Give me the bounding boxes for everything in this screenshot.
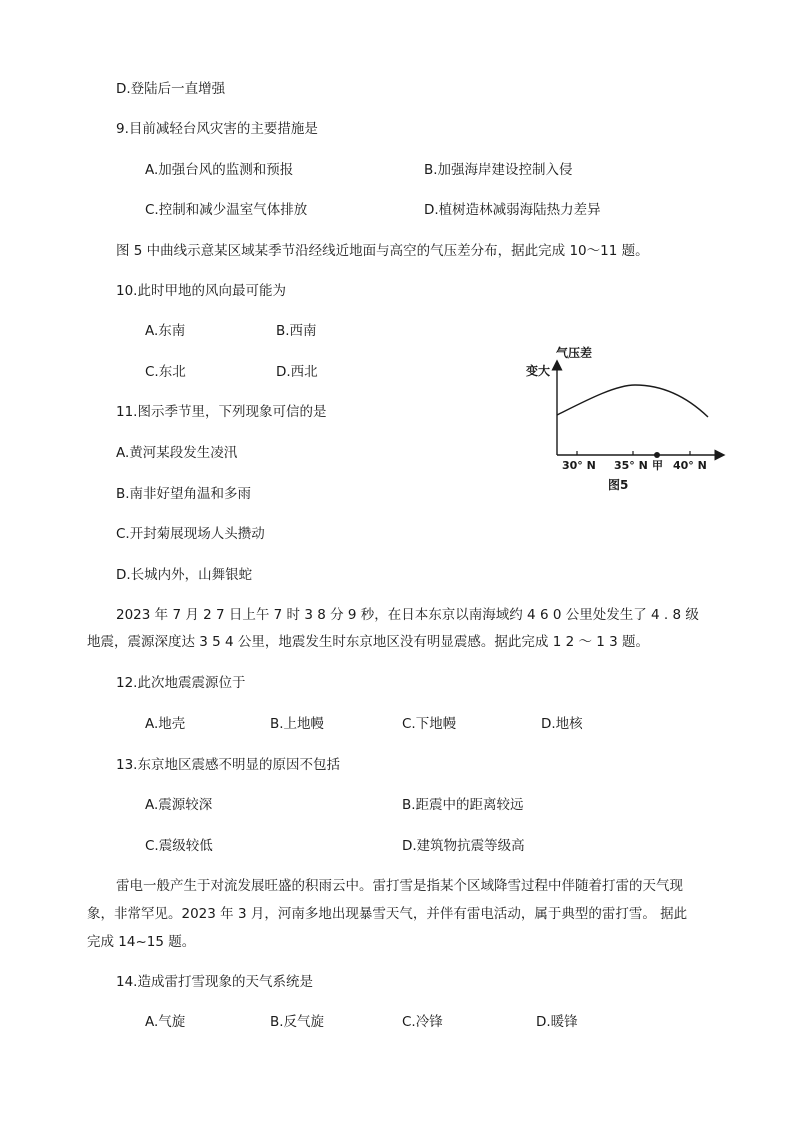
figure-5-pressure-diagram [520,343,730,493]
q12-stem: 12.此次地震震源位于 [116,675,246,691]
q10-option-c: C.东北 [145,364,186,380]
intro-12-13-line2: 地震，震源深度达 3 5 4 公里，地震发生时东京地区没有明显震感。据此完成 1 2 ～ 1 3 题。 [87,634,650,650]
q12-option-b: B.上地幔 [270,716,325,732]
y-axis-label: 气压差 [556,346,593,360]
figure-caption: 图5 [608,478,629,492]
tick-label-30: 30° N [562,459,596,472]
q13-option-b: B.距震中的距离较远 [402,797,524,813]
pressure-difference-curve [557,385,708,417]
q14-stem: 14.造成雷打雪现象的天气系统是 [116,974,313,990]
q9-option-a: A.加强台风的监测和预报 [145,162,294,178]
intro-10-11: 图 5 中曲线示意某区域某季节沿经线近地面与高空的气压差分布，据此完成 10～11 题。 [116,243,649,259]
q14-option-b: B.反气旋 [270,1014,325,1030]
q10-option-d: D.西北 [276,364,318,380]
q12-option-c: C.下地幔 [402,716,457,732]
q11-option-b: B.南非好望角温和多雨 [116,486,252,502]
q11-option-a: A.黄河某段发生凌汛 [116,445,238,461]
q8-option-d: D.登陆后一直增强 [116,81,226,97]
intro-14-15-line1: 雷电一般产生于对流发展旺盛的积雨云中。雷打雪是指某个区域降雪过程中伴随着打雷的天气现 [116,878,683,894]
y-direction-label: 变大 [526,364,551,378]
intro-14-15-line3: 完成 14~15 题。 [87,934,196,950]
q14-option-d: D.暖锋 [536,1014,578,1030]
tick-label-40: 40° N [673,459,707,472]
q13-option-a: A.震源较深 [145,797,213,813]
q11-stem: 11.图示季节里，下列现象可信的是 [116,404,327,420]
tick-label-35: 35° N [614,459,648,472]
q10-stem: 10.此时甲地的风向最可能为 [116,283,286,299]
location-marker-jia [654,452,660,458]
q11-option-d: D.长城内外，山舞银蛇 [116,567,253,583]
marker-label-jia: 甲 [652,459,663,472]
q10-option-b: B.西南 [276,323,317,339]
intro-12-13-line1: 2023 年 7 月 2 7 日上午 7 时 3 8 分 9 秒，在日本东京以南海域约 4 6 0 公里处发生了 4 . 8 级 [116,607,699,623]
q13-option-d: D.建筑物抗震等级高 [402,838,525,854]
intro-14-15-line2: 象，非常罕见。2023 年 3 月，河南多地出现暴雪天气，并伴有雷电活动，属于典型的雷打雪。 据此 [87,906,688,922]
q10-option-a: A.东南 [145,323,186,339]
q9-option-c: C.控制和减少温室气体排放 [145,202,308,218]
q9-stem: 9.目前减轻台风灾害的主要措施是 [116,121,318,137]
q12-option-d: D.地核 [541,716,583,732]
q11-option-c: C.开封菊展现场人头攒动 [116,526,265,542]
q9-option-b: B.加强海岸建设控制入侵 [424,162,573,178]
q14-option-c: C.冷锋 [402,1014,443,1030]
q12-option-a: A.地壳 [145,716,186,732]
q13-stem: 13.东京地区震感不明显的原因不包括 [116,757,340,773]
q9-option-d: D.植树造林减弱海陆热力差异 [424,202,601,218]
q13-option-c: C.震级较低 [145,838,213,854]
q14-option-a: A.气旋 [145,1014,186,1030]
